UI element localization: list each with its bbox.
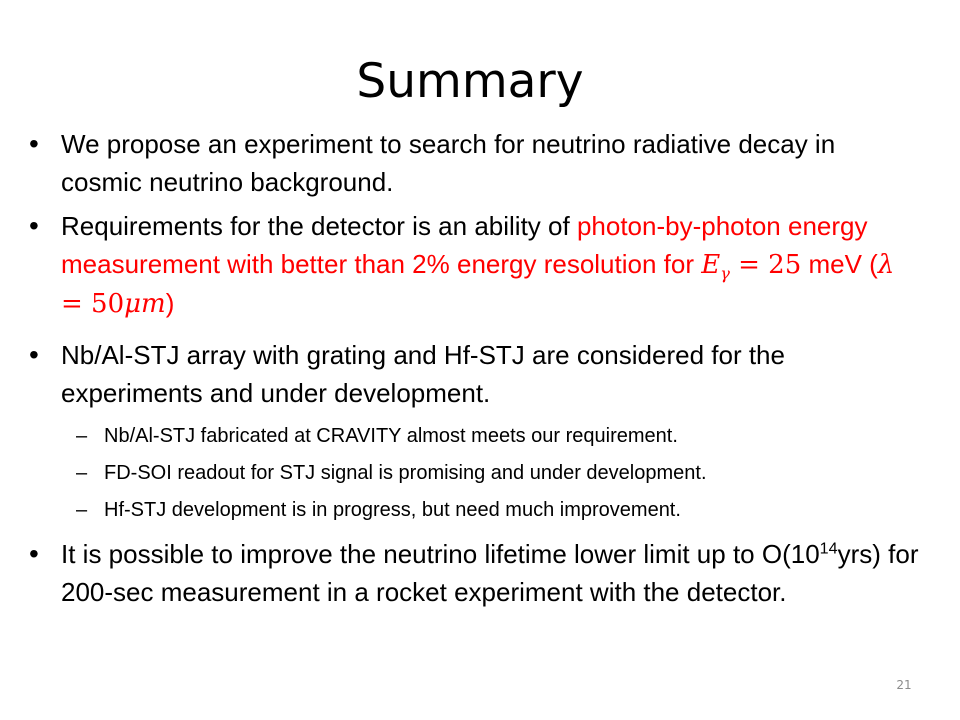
dash-bullet-icon: –	[76, 425, 88, 447]
sub-bullet-text: FD-SOI readout for STJ signal is promising and under development.	[104, 462, 707, 484]
wavelength-variable: λ	[877, 250, 895, 280]
slide-page-number: 21	[896, 678, 912, 692]
energy-equation-value: = 25	[729, 250, 802, 280]
slide-title: Summary	[356, 54, 584, 109]
energy-unit-text: meV (	[801, 249, 878, 279]
dash-bullet-icon: –	[76, 499, 88, 521]
sub-bullet-text: Hf-STJ development is in progress, but need much improvement.	[104, 499, 681, 521]
sub-bullet-nb-al-stj	[76, 418, 934, 455]
bullet-point-icon: •	[29, 128, 39, 159]
requirements-intro-text: Requirements for the detector is an ability of	[61, 211, 577, 241]
lifetime-text-end: yrs) for 200-sec measurement in a rocket experiment with the detector.	[61, 539, 919, 607]
requirements-highlight-text: photon-by-photon energy measurement with better than 2% energy resolution for	[61, 211, 868, 279]
bullet-point-icon: •	[29, 210, 39, 241]
power-superscript: 14	[819, 539, 838, 558]
summary-bullet-requirements	[29, 207, 921, 323]
bullet-text: We propose an experiment to search for neutrino radiative decay in cosmic neutrino background.	[61, 129, 836, 197]
bullet-text: Nb/Al-STJ array with grating and Hf-STJ are considered for the experiments and under development.	[61, 340, 785, 408]
dash-bullet-icon: –	[76, 462, 88, 484]
bullet-point-icon: •	[29, 339, 39, 370]
summary-bullet-experiment	[29, 125, 921, 201]
lifetime-text-start: It is possible to improve the neutrino lifetime lower limit up to O(10	[61, 539, 820, 569]
wavelength-equation-value: = 50	[61, 289, 125, 319]
summary-bullet-lifetime-limit	[29, 535, 921, 611]
sub-bullet-text: Nb/Al-STJ fabricated at CRAVITY almost meets our requirement.	[104, 425, 678, 447]
bullet-point-icon: •	[29, 538, 39, 569]
closing-parenthesis: )	[165, 288, 175, 318]
summary-bullet-detectors	[29, 336, 921, 412]
energy-variable: E	[701, 250, 721, 280]
development-sub-bullets	[76, 418, 934, 529]
sub-bullet-hf-stj	[76, 492, 934, 529]
sub-bullet-fd-soi	[76, 455, 934, 492]
energy-subscript: γ	[720, 264, 730, 284]
wavelength-unit: μm	[124, 289, 166, 319]
